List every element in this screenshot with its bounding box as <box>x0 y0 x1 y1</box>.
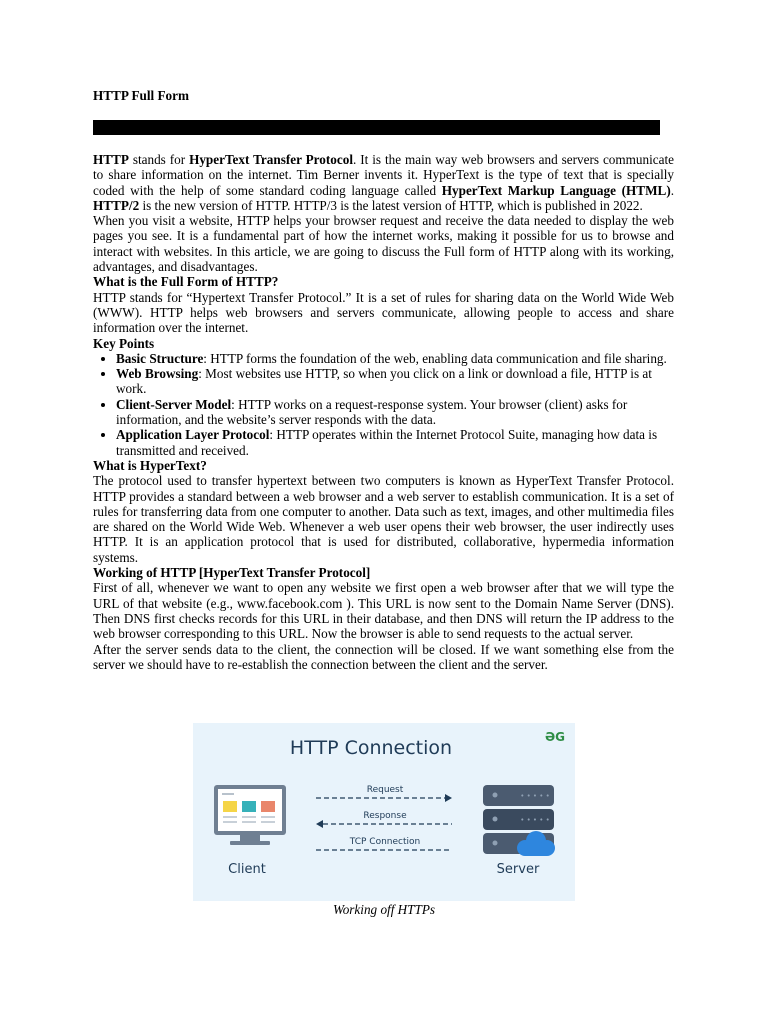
gfg-logo: ƏG <box>544 730 566 744</box>
redaction-bar <box>93 120 660 135</box>
list-item: • Client-Server Model: HTTP works on a request-response system. Your browser (client) asks for information, and the website’s server responds with the data. <box>116 397 674 428</box>
tcp-label: TCP Connection <box>349 837 421 847</box>
document-body <box>93 152 674 672</box>
http-connection-figure <box>193 723 575 901</box>
heading-key-points: Key Points <box>93 335 155 351</box>
request-arrow-head <box>445 794 452 802</box>
paragraph-browsing: When you visit a website, HTTP helps your browser request and receive the data needed to display the web pages you see. It is a fundamental part of how the internet works, making it possible for us to browse and interact with websites. In this article, we are going to discuss the Full form of HTTP along with its working, advantages, and disadvantages. <box>93 213 674 275</box>
svg-text:• • • • •: • • • • • <box>520 792 550 800</box>
request-label: Request <box>366 785 404 795</box>
document-title: HTTP Full Form <box>93 88 189 103</box>
list-item: • Application Layer Protocol: HTTP operates within the Internet Protocol Suite, managing how data is transmitted and received. <box>116 427 674 458</box>
heading-full-form: What is the Full Form of HTTP? <box>93 274 279 290</box>
response-arrow-head <box>316 820 323 828</box>
intro-paragraph: HTTP stands for HyperText Transfer Protocol. It is the main way web browsers and servers communicate to share information on the internet. Tim Berner invents it. HyperText is the type of text that is specially coded with the help of some standard coding language called HyperText Markup Language (HTML). HTTP/2 is the new version of HTTP. HTTP/3 is the latest version of HTTP, which is published in 2022. <box>93 152 675 213</box>
list-item: • Basic Structure: HTTP forms the foundation of the web, enabling data communication and file sharing. <box>116 351 674 366</box>
http-connection-diagram <box>193 723 575 901</box>
response-label: Response <box>363 811 407 821</box>
svg-text:• • • • •: • • • • • <box>520 816 550 824</box>
heading-hypertext: What is HyperText? <box>93 457 207 473</box>
paragraph-working: First of all, whenever we want to open any website we first open a web browser after that we will type the URL of that website (e.g., www.facebook.com ). This URL is now sent to the Domain Name Server (DNS). Then DNS first checks records for this URL in their database, and then DNS will return the IP address to the web browser corresponding to this URL. Now the browser is able to send requests to the actual server. <box>93 580 674 642</box>
heading-working: Working of HTTP [HyperText Transfer Protocol] <box>93 565 371 581</box>
server-label: Server <box>496 862 540 877</box>
monitor-icon <box>214 785 286 845</box>
paragraph-hypertext: The protocol used to transfer hypertext between two computers is known as HyperText Transfer Protocol. HTTP provides a standard between a web browser and a web server to establish communication. It is a set of rules for transferring data from one computer to another. Data such as text, images, and other multimedia files are shared on the World Wide Web. Whenever a web user opens their web browser, the user indirectly uses HTTP. It is an application protocol that is used for distributed, collaborative, hypermedia information systems. <box>93 473 674 565</box>
figure-title: HTTP Connection <box>289 737 453 759</box>
client-label: Client <box>228 862 266 877</box>
paragraph-connection: After the server sends data to the client, the connection will be closed. If we want something else from the server we should have to re-establish the connection between the client and the server. <box>93 641 674 672</box>
key-points-list <box>93 351 674 458</box>
paragraph-full-form: HTTP stands for “Hypertext Transfer Protocol.” It is a set of rules for sharing data on the World Wide Web (WWW). HTTP helps web browsers and servers communicate, allowing people to access and share information over the internet. <box>93 289 674 336</box>
list-item: • Web Browsing: Most websites use HTTP, so when you click on a link or download a file, HTTP is at work. <box>116 366 674 397</box>
figure-caption: Working off HTTPs <box>332 902 436 917</box>
